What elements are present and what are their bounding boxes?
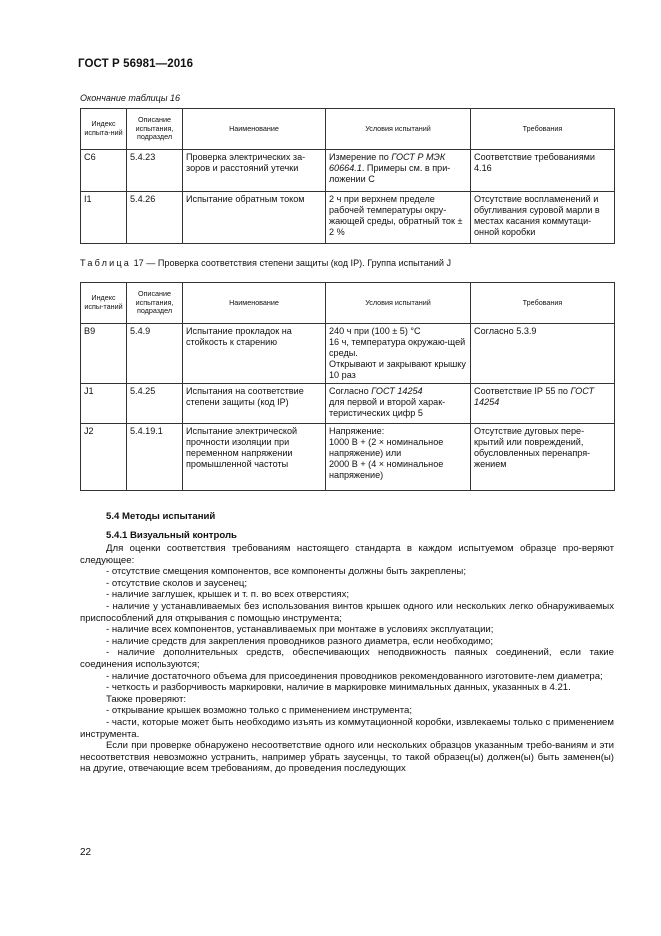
list-item: - открывание крышек возможно только с применением инструмента; — [106, 705, 413, 717]
cell-conditions: Согласно ГОСТ 14254 для первой и второй харак-теристических цифр 5 — [326, 384, 471, 424]
column-header: Наименование — [183, 109, 326, 150]
column-header: Индекс испыта-ний — [81, 109, 127, 150]
cell-conditions: 240 ч при (100 ± 5) °С 16 ч, температура окружаю-щей среды. Открывают и закрывают крышку 10 раз — [326, 324, 471, 384]
cell-name: Испытание электрической прочности изоляции при переменном напряжении промышленной частоты — [183, 424, 326, 491]
list-item: - части, которые может быть необходимо изъять из коммутационной коробки, извлекаемы только с применением инструмента. — [80, 716, 614, 740]
section-body — [80, 543, 614, 775]
list-item: - четкость и разборчивость маркировки, наличие в маркировке минимальных данных, указанных в 4.21. — [106, 682, 571, 694]
table-row — [81, 424, 615, 491]
cell-conditions: Измерение по ГОСТ Р МЭК 60664.1. Примеры см. в при-ложении С — [326, 150, 471, 192]
cell-requirements: Соответствие IP 55 по ГОСТ 14254 — [471, 384, 615, 424]
list-item: - наличие достаточного объема для присоединения проводников рекомендованного изготовите-лем диаметра; — [106, 670, 603, 682]
column-header: Индекс испы-таний — [81, 283, 127, 324]
table-row — [81, 384, 615, 424]
cell-name: Проверка электрических за-зоров и расстояний утечки — [183, 150, 326, 192]
paragraph: Если при проверке обнаружено несоответствие одного или нескольких образцов указанным требо-ваниям и эти несоответствия невозможно устранить, например убрать заусенцы, то такой образец(ы) должен(ы) быть заменен(ы) на другие, отвечающие всем требованиям, до проведения последующих — [80, 740, 614, 775]
cell-conditions: 2 ч при верхнем пределе рабочей температуры окру-жающей среды, обратный ток ± 2 % — [326, 192, 471, 244]
column-header: Условия испытаний — [326, 283, 471, 324]
list-item: - отсутствие смещения компонентов, все компоненты должны быть закреплены; — [106, 566, 466, 578]
subsection-heading: 5.4.1 Визуальный контроль — [106, 530, 237, 541]
list-item: - отсутствие сколов и заусенец; — [106, 577, 248, 589]
column-header: Наименование — [183, 283, 326, 324]
column-header: Требования — [471, 109, 615, 150]
cell-ref: 5.4.26 — [127, 192, 183, 244]
cell-index: J1 — [81, 384, 127, 424]
column-header: Описание испытания, подраздел — [127, 109, 183, 150]
list-item: - наличие заглушек, крышек и т. п. во всех отверстиях; — [106, 589, 350, 601]
standard-reference: ГОСТ 14254 — [474, 386, 595, 407]
page-number: 22 — [80, 847, 92, 858]
table-header-row — [81, 109, 615, 150]
cell-ref: 5.4.9 — [127, 324, 183, 384]
cell-index: B9 — [81, 324, 127, 384]
cell-name: Испытание прокладок на стойкость к старению — [183, 324, 326, 384]
list-item: - наличие дополнительных средств, обеспечивающих неподвижность паяных соединений, если такие соединения используются; — [80, 647, 614, 670]
cell-index: J2 — [81, 424, 127, 491]
cell-ref: 5.4.19.1 — [127, 424, 183, 491]
column-header: Требования — [471, 283, 615, 324]
table17-caption: Таблица 17 — Проверка соответствия степени защиты (код IP). Группа испытаний J — [80, 258, 452, 268]
standard-reference: ГОСТ 14254 — [371, 386, 423, 396]
cell-ref: 5.4.25 — [127, 384, 183, 424]
table16-continuation-label: Окончание таблицы 16 — [80, 93, 180, 103]
table-row — [81, 192, 615, 244]
cell-name: Испытание обратным током — [183, 192, 326, 244]
cell-index: C6 — [81, 150, 127, 192]
table-header-row — [81, 283, 615, 324]
table-row — [81, 150, 615, 192]
table-17 — [80, 282, 615, 491]
paragraph: Для оценки соответствия требованиям настоящего стандарта в каждом испытуемом образце про-веряют следующее: — [80, 543, 614, 566]
table-row — [81, 324, 615, 384]
cell-requirements: Отсутствие воспламенений и обугливания суровой марли в местах касания коммутаци-онной коробки — [471, 192, 615, 244]
cell-name: Испытания на соответствие степени защиты (код IP) — [183, 384, 326, 424]
list-item: - наличие всех компонентов, устанавливаемых при монтаже в условиях эксплуатации; — [106, 624, 494, 636]
column-header: Условия испытаний — [326, 109, 471, 150]
standard-reference: ГОСТ Р МЭК 60664.1 — [329, 152, 446, 173]
list-item: - наличие у устанавливаемых без использования винтов крышек одного или нескольких легко обнаруживаемых приспособлений для открывания с помощью инструмента; — [80, 600, 614, 624]
section-heading: 5.4 Методы испытаний — [106, 511, 216, 522]
cell-requirements: Отсутствие дуговых пере-крытий или повреждений, обусловленных перенапря-жением — [471, 424, 615, 491]
cell-requirements: Соответствие требованиями 4.16 — [471, 150, 615, 192]
cell-conditions: Напряжение: 1000 В + (2 × номинальное напряжение) или 2000 В + (4 × номинальное напряжение) — [326, 424, 471, 491]
cell-index: I1 — [81, 192, 127, 244]
document-header: ГОСТ Р 56981—2016 — [78, 58, 194, 70]
cell-ref: 5.4.23 — [127, 150, 183, 192]
table-16 — [80, 108, 615, 244]
list-item: - наличие средств для закрепления проводников разного диаметра, если необходимо; — [106, 635, 494, 647]
paragraph: Также проверяют: — [106, 693, 187, 705]
column-header: Описание испытания, подраздел — [127, 283, 183, 324]
cell-requirements: Согласно 5.3.9 — [471, 324, 615, 384]
